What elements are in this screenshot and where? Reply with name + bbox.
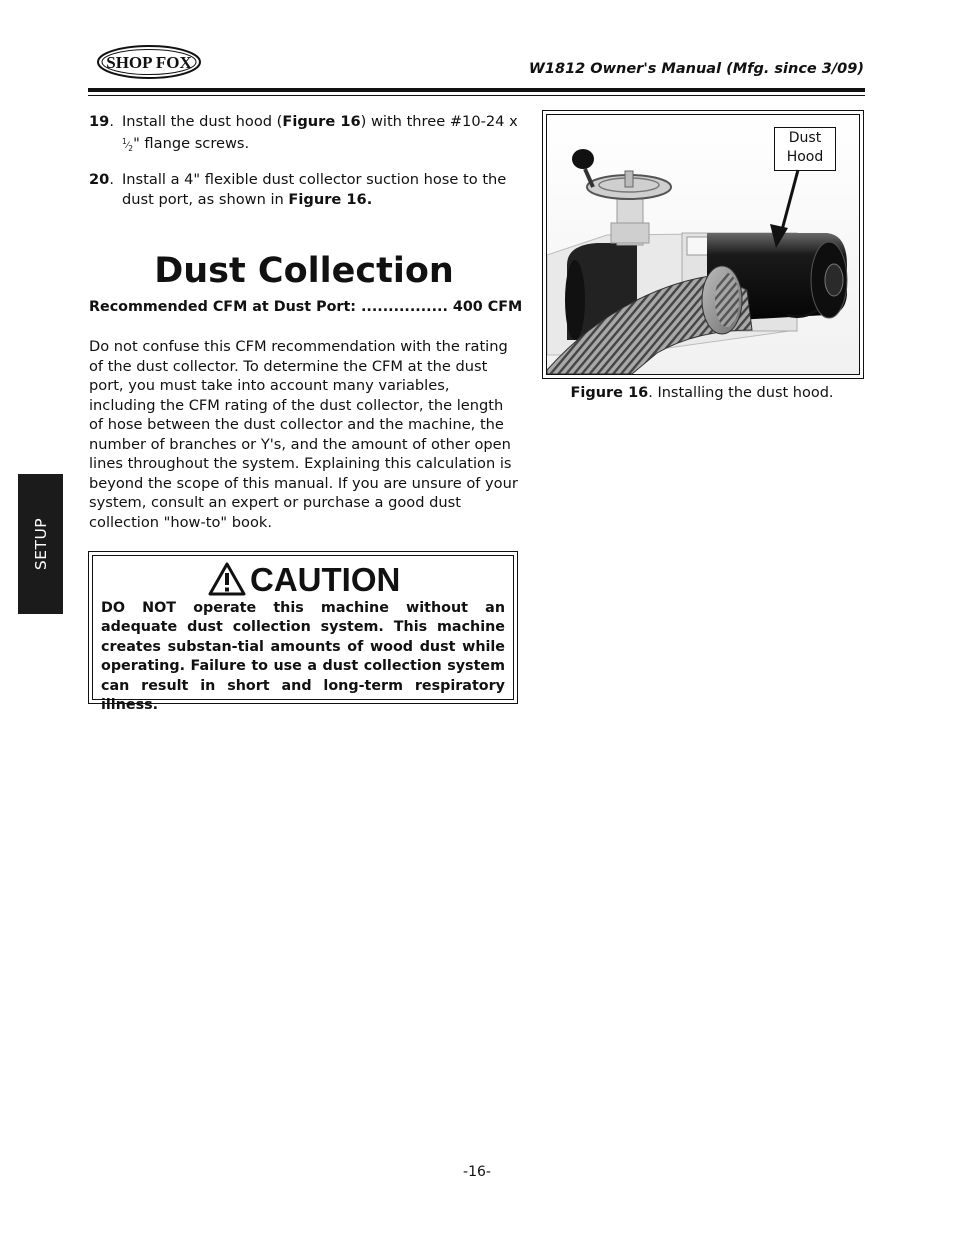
caution-heading [208,562,400,598]
figure-caption-ref: Figure 16 [570,385,649,401]
caution-text: DO NOT operate this machine without an adequate dust collection system. This machine creates substan-tial amounts of wood dust while operating. Failure to use a dust collection system can result in short and long-term respiratory illness. [101,600,505,714]
dust-collection-paragraph: Do not confuse this CFM recommendation with the rating of the dust collector. To determine the CFM at the dust port, you must take into account many variables, including the CFM rating of the dust collector, the length of hose between the dust collector and the machine, the number of branches or Y's, and the amount of other open lines throughout the system. Explaining this calculation is beyond the scope of this manual. If you are unsure of your system, consult an expert or purchase a good dust collection "how-to" book. [89,338,518,531]
step-text: Install a 4" flexible dust collector suction hose to the dust port, as shown in [122,171,507,208]
callout-line: Hood [786,149,824,165]
warning-triangle-icon [208,562,246,596]
manual-title: W1812 Owner's Manual (Mfg. since 3/09) [528,61,864,77]
figure-caption-text: . Installing the dust hood. [648,385,834,401]
section-title: Dust Collection [154,251,454,291]
side-tab-label: SETUP [31,517,50,571]
cfm-label: Recommended CFM at Dust Port: ................ [89,299,448,315]
callout-arrow-icon [760,168,810,250]
logo-text: SHOP FOX [106,53,192,72]
cfm-value: 400 CFM [452,299,523,315]
step-text: " flange screws. [133,134,250,152]
step-number: 19 [89,113,110,130]
dust-hood-callout [774,127,836,171]
step-text: ) with three #10-24 x [360,113,518,130]
caution-box [88,551,518,714]
figure-caption [542,383,862,403]
header-rule-thin [88,95,865,96]
step-20: 20. Install a 4" flexible dust collector suction hose to the dust port, as shown in Figure 16. [89,171,507,208]
fraction: $^1⁄_2$ [122,136,134,153]
step-number: 20 [89,171,110,188]
figure-reference: Figure 16 [282,113,361,130]
figure-reference: Figure 16. [288,190,373,208]
section-side-tab [18,474,63,614]
page-number: -16- [463,1164,491,1180]
shop-fox-logo [96,44,202,80]
header-rule [88,88,865,92]
callout-line: Dust [788,130,822,146]
step-text: Install the dust hood ( [122,113,283,130]
cfm-recommendation [89,297,523,317]
caution-label: CAUTION [250,561,401,598]
step-19: 19. Install the dust hood (Figure 16) with three #10-24 x $^1⁄_2$" flange screws. [89,113,518,153]
